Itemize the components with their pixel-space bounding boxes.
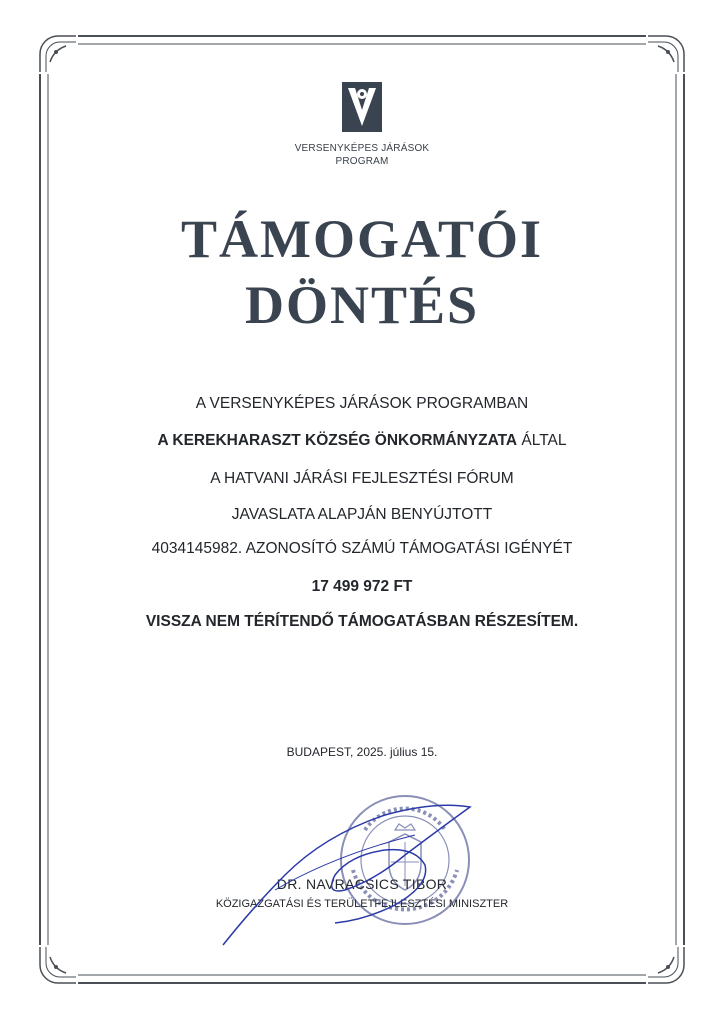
body-line-3: A HATVANI JÁRÁSI FEJLESZTÉSI FÓRUM [210,470,514,487]
corner-ornament-top-left-icon [36,32,80,76]
document-title-line1: TÁMOGATÓI [180,209,543,269]
body-line-2-rest: ÁLTAL [517,432,567,449]
corner-ornament-bottom-right-icon [644,943,688,987]
issue-date: BUDAPEST, 2025. július 15. [286,745,438,759]
v-pin-logo-icon [342,82,382,132]
body-line-1: A VERSENYKÉPES JÁRÁSOK PROGRAMBAN [195,395,529,412]
signatory-name: DR. NAVRACSICS TIBOR [276,876,448,892]
body-line-5: 4034145982. AZONOSÍTÓ SZÁMÚ TÁMOGATÁSI IGÉNYÉT [151,540,573,557]
body-line-7: VISSZA NEM TÉRÍTENDŐ TÁMOGATÁSBAN RÉSZESÍTEM. [145,613,579,630]
corner-ornament-top-right-icon [644,32,688,76]
logo-text-line2: PROGRAM [335,156,389,167]
logo-text-line1: VERSENYKÉPES JÁRÁSOK [294,143,430,154]
body-line-4: JAVASLATA ALAPJÁN BENYÚJTOTT [231,506,493,523]
corner-ornament-bottom-left-icon [36,943,80,987]
document-title-line2: DÖNTÉS [244,275,480,335]
signatory-position: KÖZIGAZGATÁSI ÉS TERÜLETFEJLESZTÉSI MINISZTER [215,898,509,910]
handwritten-signature-icon [215,795,485,955]
beneficiary-name: A KEREKHARASZT KÖZSÉG ÖNKORMÁNYZATA [157,432,518,449]
body-line-2 [62,432,662,450]
grant-amount: 17 499 972 FT [311,578,413,595]
